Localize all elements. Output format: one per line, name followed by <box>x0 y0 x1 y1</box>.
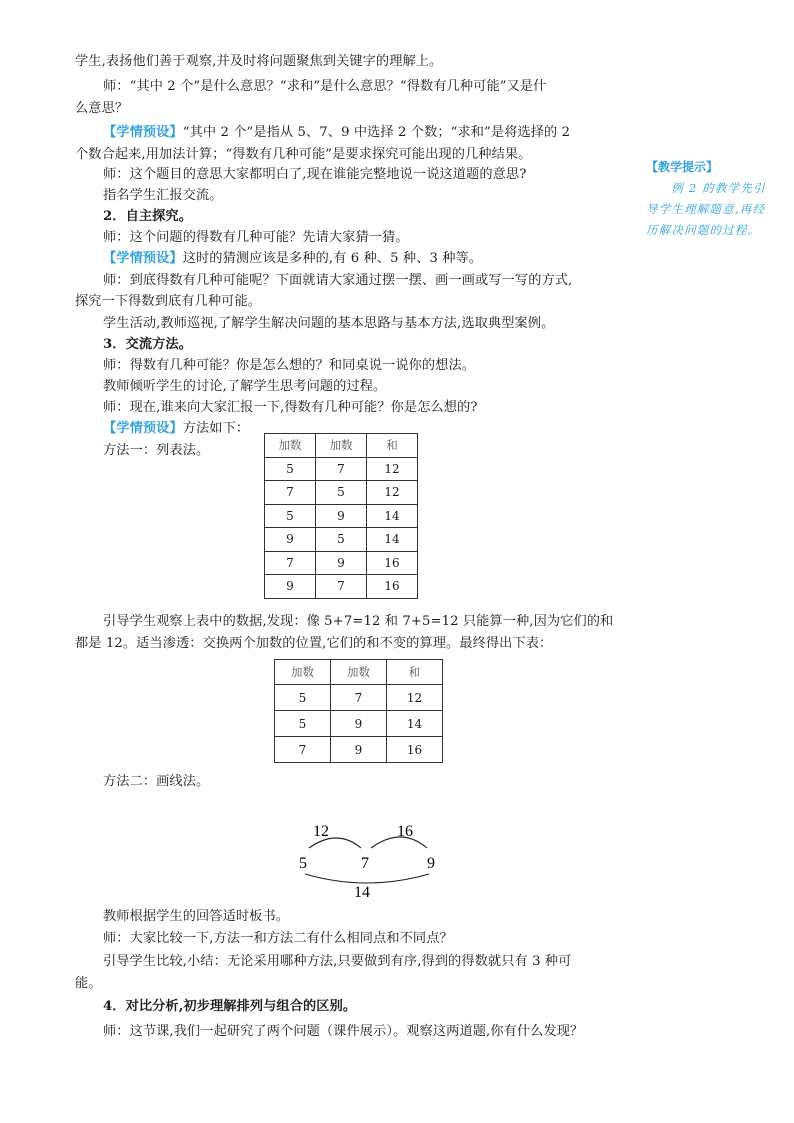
table-row <box>275 685 443 711</box>
table-cell: 9 <box>316 504 367 528</box>
table-header-row <box>265 434 418 458</box>
text-line: 学生,表扬他们善于观察,并及时将问题聚焦到关键字的理解上。 <box>75 54 443 69</box>
table-header-row <box>275 660 443 685</box>
preset-label: 【学情预设】 <box>103 251 183 266</box>
text-line: 个数合起来,用加法计算；“得数有几种可能”是要求探究可能出现的几种结果。 <box>75 147 532 162</box>
text-line: 教师倾听学生的讨论,了解学生思考问题的过程。 <box>103 379 387 394</box>
table-cell: 9 <box>331 711 387 737</box>
table-row <box>265 575 418 599</box>
table-header-cell: 加数 <box>316 434 367 458</box>
preset-label: 【学情预设】 <box>103 421 183 436</box>
table-cell: 7 <box>275 737 331 763</box>
sidebar-title: 【教学提示】 <box>646 160 719 174</box>
table-row <box>265 504 418 528</box>
table-cell: 5 <box>265 504 316 528</box>
table-cell: 9 <box>265 528 316 552</box>
table-header-cell: 加数 <box>331 660 387 685</box>
table-row <box>265 457 418 481</box>
sum-label-12: 12 <box>313 823 329 840</box>
text-line: 师：大家比较一下,方法一和方法二有什么相同点和不同点？ <box>103 931 453 946</box>
addend-7: 7 <box>361 855 369 872</box>
text-line: 师：这个题目的意思大家都明白了,现在谁能完整地说一说这道题的意思? <box>103 167 527 182</box>
text-line: 师：这个问题的得数有几种可能？先请大家猜一猜。 <box>103 230 409 245</box>
preset-label: 【学情预设】 <box>103 125 183 140</box>
table-cell: 12 <box>367 457 418 481</box>
teaching-tip-sidebar <box>646 158 770 241</box>
text-line: 教师根据学生的回答适时板书。 <box>103 909 290 924</box>
table-cell: 7 <box>331 685 387 711</box>
table-header-cell: 和 <box>387 660 443 685</box>
preset-line <box>103 419 249 439</box>
preset-line <box>103 123 570 143</box>
text-line: 师：得数有几种可能？你是怎么想的？和同桌说一说你的想法。 <box>103 358 476 373</box>
table-cell: 16 <box>367 575 418 599</box>
text-span: “其中 2 个”是指从 5、7、9 中选择 2 个数；“求和”是将选择的 2 <box>182 125 571 140</box>
table-cell: 9 <box>316 551 367 575</box>
text-line: 师：这节课,我们一起研究了两个问题（课件展示）。观察这两道题,你有什么发现？ <box>103 1024 584 1039</box>
table-row <box>265 528 418 552</box>
addition-table-ordered <box>274 659 443 763</box>
table-row <box>265 481 418 505</box>
text-line: 引导学生比较,小结：无论采用哪种方法,只要做到有序,得到的得数就只有 3 种可 <box>103 954 572 969</box>
table-cell: 14 <box>387 711 443 737</box>
table-cell: 16 <box>387 737 443 763</box>
section-heading: 3．交流方法。 <box>103 337 193 352</box>
table-cell: 7 <box>316 575 367 599</box>
table-cell: 5 <box>275 685 331 711</box>
text-span: 这时的猜测应该是多种的,有 6 种、5 种、3 种等。 <box>182 251 483 266</box>
text-line: 都是 12。适当渗透：交换两个加数的位置,它们的和不变的算理。最终得出下表： <box>75 636 553 651</box>
table-cell: 14 <box>367 528 418 552</box>
text-line: 方法二：画线法。 <box>103 774 210 789</box>
table-cell: 7 <box>316 457 367 481</box>
text-line: 么意思？ <box>75 101 129 116</box>
table-cell: 9 <box>265 575 316 599</box>
text-line: 方法一：列表法。 <box>103 443 210 458</box>
text-line: 引导学生观察上表中的数据,发现：像 5+7=12 和 7+5=12 只能算一种,因为它们的和 <box>103 614 614 629</box>
sum-label-14: 14 <box>354 884 370 900</box>
table-header-cell: 加数 <box>265 434 316 458</box>
table-cell: 5 <box>265 457 316 481</box>
preset-line <box>103 249 482 269</box>
addend-9: 9 <box>427 855 435 872</box>
table-row <box>275 737 443 763</box>
table-cell: 12 <box>387 685 443 711</box>
arc-5-9 <box>305 874 429 883</box>
text-line: 师：到底得数有几种可能呢？下面就请大家通过摆一摆、画一画或写一写的方式, <box>103 273 573 288</box>
text-line: 学生活动,教师巡视,了解学生解决问题的基本思路与基本方法,选取典型案例。 <box>103 316 555 331</box>
table-header-cell: 和 <box>367 434 418 458</box>
table-cell: 9 <box>331 737 387 763</box>
addition-table-full <box>264 433 418 599</box>
sidebar-text: 例 2 的教学先引导学生理解题意,再经历解决问题的过程。 <box>646 181 766 237</box>
text-line: 指名学生汇报交流。 <box>103 188 223 203</box>
table-header-cell: 加数 <box>275 660 331 685</box>
text-span: 方法如下： <box>182 421 250 436</box>
table-cell: 12 <box>367 481 418 505</box>
text-line: 能。 <box>75 976 102 991</box>
text-line: 师：现在,谁来向大家汇报一下,得数有几种可能？你是怎么想的? <box>103 400 478 415</box>
line-method-diagram <box>225 770 465 900</box>
text-line: 探究一下得数到底有几种可能。 <box>75 294 262 309</box>
sum-label-16: 16 <box>397 823 413 840</box>
table-cell: 16 <box>367 551 418 575</box>
section-heading: 2．自主探究。 <box>103 209 193 224</box>
section-heading: 4．对比分析,初步理解排列与组合的区别。 <box>103 999 357 1014</box>
table-cell: 5 <box>275 711 331 737</box>
addend-5: 5 <box>299 855 307 872</box>
table-row <box>265 551 418 575</box>
table-cell: 7 <box>265 551 316 575</box>
table-cell: 5 <box>316 528 367 552</box>
table-cell: 14 <box>367 504 418 528</box>
text-line: 师：“其中 2 个”是什么意思？“求和”是什么意思？“得数有几种可能”又是什 <box>103 79 547 94</box>
table-cell: 5 <box>316 481 367 505</box>
table-row <box>275 711 443 737</box>
table-cell: 7 <box>265 481 316 505</box>
